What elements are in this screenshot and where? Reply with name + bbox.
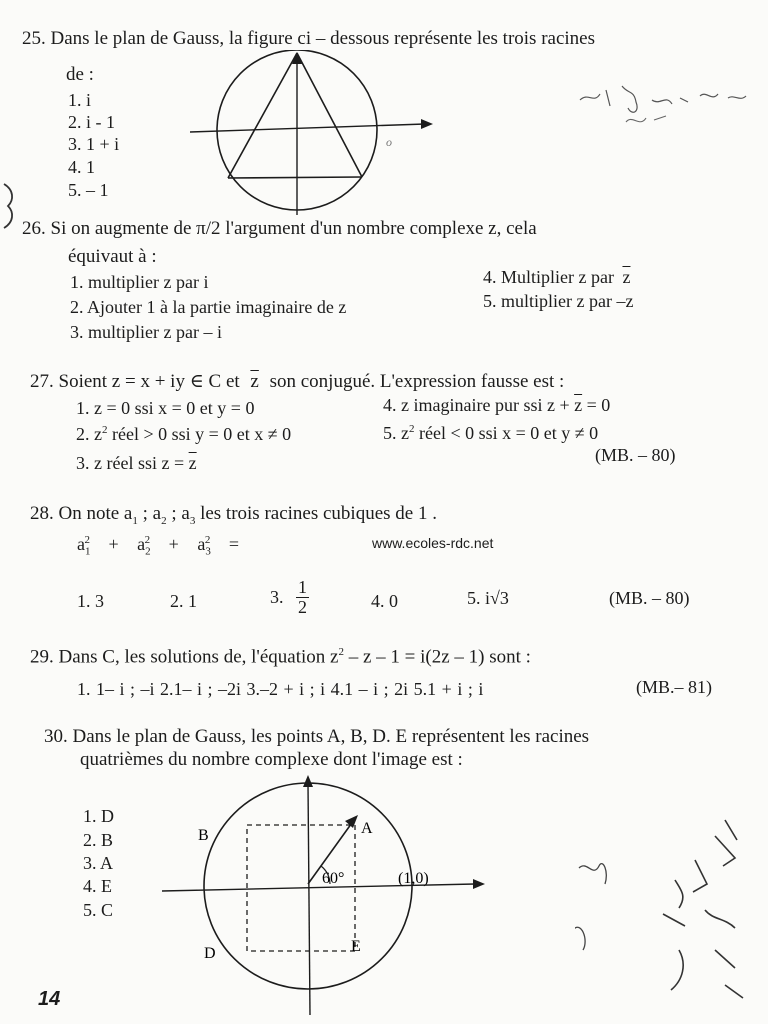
q27-stem: [30, 370, 564, 393]
q27-reference: (MB. – 80): [595, 445, 676, 465]
q30-stem: 30. Dans le plan de Gauss, les points A, B, D. E représentent les racines: [44, 726, 590, 747]
q30-label-angle: 60°: [322, 870, 345, 887]
q30-gauss-figure: [160, 770, 500, 1020]
q28-option-3-fraction: [296, 578, 309, 617]
q29-options: 1. 1– i ; –i 2.1– i ; –2i 3.–2 + i ; i 4.1 – i ; 2i 5.1 + i ; i: [77, 679, 484, 699]
q28-stem: [30, 503, 437, 527]
q30-label-d: D: [204, 945, 216, 962]
q30-stem-2: quatrièmes du nombre complexe dont l'image est :: [80, 749, 463, 770]
q30-imag-axis-arrow: [303, 775, 313, 787]
q25-option-2: 2. i - 1: [68, 112, 115, 132]
q30-label-a: A: [361, 820, 373, 837]
q25-stem: 25. Dans le plan de Gauss, la figure ci – dessous représente les trois racines: [22, 28, 595, 49]
q27-option-5: [383, 423, 598, 444]
q30-label-e: E: [351, 938, 361, 955]
q26-option-3: 3. multiplier z par – i: [70, 322, 222, 342]
q28-option-3-numerator: 1: [298, 577, 307, 597]
q30-option-3: 3. A: [83, 853, 114, 873]
q28-option-1: 1. 3: [77, 591, 104, 611]
q28-expr-term-2: $a_2^2$: [137, 534, 151, 558]
q27-option-4-conjugate: $\overline{z}$: [574, 395, 583, 415]
page-number: 14: [38, 988, 61, 1010]
q29-stem-end: – z – 1 = i(2z – 1) sont :: [348, 646, 531, 668]
q27-option-3-conjugate: $\overline{z}$: [188, 453, 197, 473]
q27-stem-conjugate: $\overline{z}$: [250, 371, 259, 392]
q30-label-point: (1,0): [398, 870, 429, 887]
q28-expr-equals: =: [228, 534, 239, 554]
q26-option-2: 2. Ajouter 1 à la partie imaginaire de z: [70, 297, 347, 317]
handwritten-scribble-top: [570, 72, 755, 142]
q28-expr-plus-2: +: [168, 534, 179, 554]
q28-stem-sub-3: 3: [189, 514, 196, 527]
q25-option-3: 3. 1 + i: [68, 134, 120, 154]
q28-expr-term-1: $a_1^2$: [77, 534, 91, 558]
q25-real-axis-arrow: [421, 119, 433, 129]
q25-option-5: 5. – 1: [68, 180, 109, 200]
q29-stem: [30, 646, 531, 668]
q28-expr-plus-1: +: [108, 534, 119, 554]
q28-option-3: [270, 578, 309, 617]
q27-option-5-end: réel < 0 ssi x = 0 et y ≠ 0: [419, 423, 599, 443]
q28-option-2: 2. 1: [170, 591, 197, 611]
q25-option-1: 1. i: [68, 90, 92, 110]
q28-stem-sub-2: 2: [161, 514, 167, 527]
q27-option-5-start: 5. z: [383, 423, 409, 443]
q27-option-2-exponent: 2: [102, 424, 108, 436]
q28-option-5: 5. i√3: [467, 588, 509, 608]
q28-expr-term-3: $a_3^2$: [197, 534, 211, 558]
q30-option-5: 5. C: [83, 900, 114, 920]
q30-option-2: 2. B: [83, 830, 114, 850]
q27-option-1: 1. z = 0 ssi x = 0 et y = 0: [76, 398, 255, 418]
q27-option-2-end: réel > 0 ssi y = 0 et x ≠ 0: [112, 424, 292, 444]
q25-gauss-figure: [190, 50, 450, 215]
q30-label-b: B: [198, 827, 209, 844]
q25-triangle-left: [228, 53, 297, 178]
q25-triangle-base: [228, 177, 362, 178]
q30-option-4: 4. E: [83, 876, 112, 896]
q28-option-4: 4. 0: [371, 591, 398, 611]
q27-option-3-start: 3. z réel ssi z =: [76, 453, 185, 473]
handwritten-scribble-bottom: [575, 800, 755, 1010]
q26-option-1: 1. multiplier z par i: [70, 272, 209, 292]
q26-option-5: 5. multiplier z par –z: [483, 291, 634, 311]
q26-stem-2: équivaut à :: [68, 246, 157, 267]
q28-expression: [77, 534, 239, 558]
q29-stem-start: 29. Dans C, les solutions de, l'équation z: [30, 646, 339, 668]
q28-stem-end: les trois racines cubiques de 1 .: [200, 503, 437, 524]
q27-stem-start: 27. Soient z = x + iy ∈ C et: [30, 371, 240, 392]
q28-stem-sub-1: 1: [132, 514, 138, 527]
q25-real-axis: [190, 124, 425, 132]
margin-bracket-mark: [0, 180, 22, 230]
q28-option-3-label: 3.: [270, 586, 284, 607]
q27-stem-end: son conjugué. L'expression fausse est :: [269, 371, 565, 392]
q27-option-4-end: = 0: [586, 395, 611, 415]
q27-option-4-start: 4. z imaginaire pur ssi z +: [383, 395, 570, 415]
q28-stem-a2: ; a: [142, 503, 162, 524]
q26-option-4: [483, 267, 630, 288]
q28-option-3-denominator: 2: [298, 596, 307, 617]
q27-option-3: [76, 453, 197, 474]
q30-real-axis-arrow: [473, 879, 485, 889]
q30-imag-axis: [308, 784, 310, 1015]
q28-stem-a3: ; a: [171, 503, 190, 524]
q25-option-4: 4. 1: [68, 157, 95, 177]
website-watermark: www.ecoles-rdc.net: [372, 535, 494, 551]
q25-stem-2: de :: [66, 64, 94, 85]
q26-stem: 26. Si on augmente de π/2 l'argument d'un nombre complexe z, cela: [22, 218, 537, 239]
q25-origin-label: o: [386, 135, 392, 149]
q26-option-4-label: 4. Multiplier z par: [483, 267, 614, 287]
q29-stem-exponent: 2: [338, 646, 344, 658]
q29-reference: (MB.– 81): [636, 677, 712, 697]
q26-option-4-conjugate: $\overline{z}$: [622, 267, 631, 287]
q27-option-2-start: 2. z: [76, 424, 102, 444]
q30-option-1: 1. D: [83, 806, 114, 826]
q27-option-4: [383, 395, 610, 416]
q28-stem-a1: 28. On note a: [30, 503, 133, 524]
q27-option-2: [76, 424, 291, 445]
q27-option-5-exponent: 2: [409, 423, 415, 435]
q30-vector-a-arrow: [345, 815, 358, 828]
q28-reference: (MB. – 80): [609, 588, 690, 608]
